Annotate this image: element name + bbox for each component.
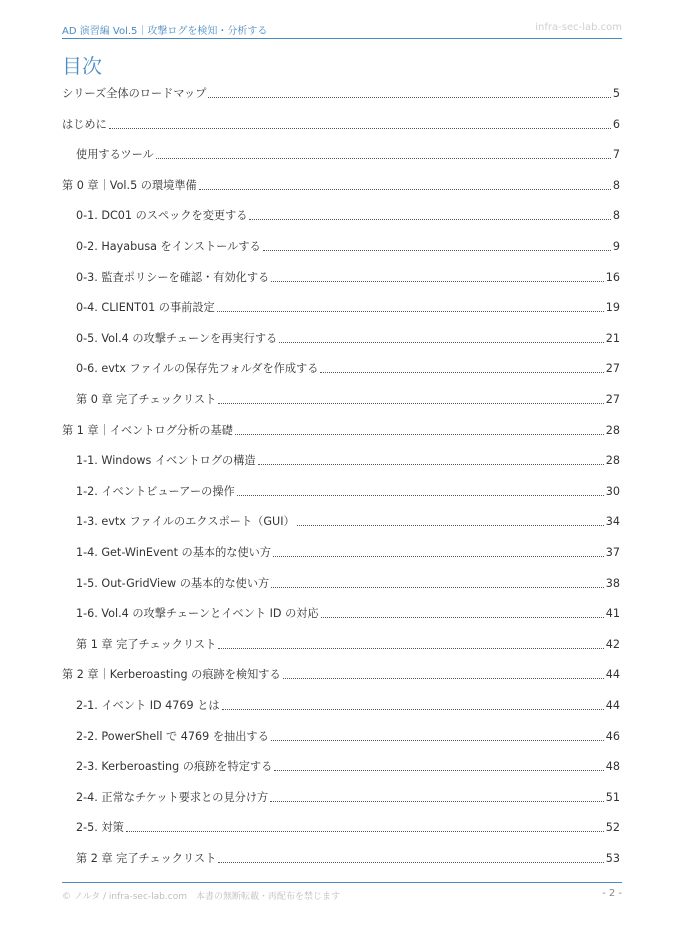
toc-entry-label: 2-3. Kerberoasting の痕跡を特定する xyxy=(76,760,273,774)
toc-entry[interactable] xyxy=(76,851,620,867)
toc-entry-label: 1-4. Get-WinEvent の基本的な使い方 xyxy=(76,546,272,559)
toc-entry[interactable] xyxy=(76,729,620,745)
toc-entry-page: 19 xyxy=(605,301,620,315)
toc-entry[interactable] xyxy=(76,606,620,622)
toc-entry[interactable] xyxy=(76,698,620,714)
toc-entry[interactable] xyxy=(76,361,620,377)
toc-leader-dots xyxy=(156,158,611,159)
toc-entry-page: 5 xyxy=(612,87,620,100)
toc-leader-dots xyxy=(222,709,604,710)
toc-entry[interactable] xyxy=(76,208,620,224)
toc-leader-dots xyxy=(270,801,604,802)
toc-entry-label: 2-2. PowerShell で 4769 を抽出する xyxy=(76,729,269,743)
toc-entry-page: 42 xyxy=(605,637,620,651)
toc-entry[interactable] xyxy=(62,86,620,102)
toc-entry-label: 第 2 章 完了チェックリスト xyxy=(76,852,217,865)
toc-entry[interactable] xyxy=(76,790,620,806)
toc-entry-page: 48 xyxy=(605,760,620,774)
toc-entry-label: 第 0 章 完了チェックリスト xyxy=(76,393,217,406)
header-title: AD 演習編 Vol.5｜攻撃ログを検知・分析する xyxy=(62,26,268,37)
toc-entry-label: 第 2 章｜Kerberoasting の痕跡を検知する xyxy=(62,668,281,682)
toc-entry[interactable] xyxy=(76,392,620,408)
toc-entry-page: 16 xyxy=(605,270,620,284)
page-footer xyxy=(62,882,622,903)
toc-entry-page: 7 xyxy=(612,148,620,162)
toc-entry-label: 第 1 章｜イベントログ分析の基礎 xyxy=(62,423,233,437)
page-header xyxy=(62,0,622,39)
toc-entry-page: 34 xyxy=(605,515,620,529)
toc-entry[interactable] xyxy=(76,147,620,163)
toc-entry-label: 1-3. evtx ファイルのエクスポート（GUI） xyxy=(76,515,295,529)
toc-entry-page: 6 xyxy=(612,117,620,131)
toc-entry-label: 0-3. 監査ポリシーを確認・有効化する xyxy=(76,270,270,284)
toc-entry-label: 第 0 章｜Vol.5 の環境準備 xyxy=(62,178,197,192)
toc-entry-page: 38 xyxy=(605,576,620,590)
toc-leader-dots xyxy=(235,434,604,435)
toc-entry-page: 9 xyxy=(612,240,620,253)
toc-entry[interactable] xyxy=(76,576,620,592)
toc-leader-dots xyxy=(249,219,610,220)
toc-entry-page: 41 xyxy=(605,607,620,621)
toc-entry-label: 1-6. Vol.4 の攻撃チェーンとイベント ID の対応 xyxy=(76,607,319,621)
toc-leader-dots xyxy=(321,617,604,618)
toc-entry-label: 1-5. Out-GridView の基本的な使い方 xyxy=(76,576,270,590)
toc-leader-dots xyxy=(271,740,604,741)
toc-entry-label: 第 1 章 完了チェックリスト xyxy=(76,637,217,651)
footer-copyright: © ノルタ / infra-sec-lab.com 本書の無断転載・再配布を禁じます xyxy=(62,892,340,902)
toc-entry-page: 52 xyxy=(605,821,620,835)
toc-leader-dots xyxy=(320,372,603,373)
toc-entry-label: 0-5. Vol.4 の攻撃チェーンを再実行する xyxy=(76,331,278,345)
toc-entry[interactable] xyxy=(76,239,620,255)
toc-leader-dots xyxy=(218,862,603,863)
toc-leader-dots xyxy=(271,281,604,282)
toc-entry-label: 使用するツール xyxy=(76,148,154,162)
toc-entry[interactable] xyxy=(76,453,620,469)
toc-leader-dots xyxy=(271,587,604,588)
toc-leader-dots xyxy=(263,250,611,251)
toc-leader-dots xyxy=(273,556,604,557)
toc-entry-page: 21 xyxy=(605,331,620,345)
toc-leader-dots xyxy=(199,189,611,190)
toc-entry[interactable] xyxy=(76,820,620,836)
toc-leader-dots xyxy=(283,678,604,679)
toc-leader-dots xyxy=(109,128,611,129)
toc-leader-dots xyxy=(258,464,604,465)
toc-entry[interactable] xyxy=(62,667,620,683)
toc-leader-dots xyxy=(218,403,603,404)
toc-entry-label: 0-1. DC01 のスペックを変更する xyxy=(76,209,248,223)
toc-entry-page: 44 xyxy=(605,699,620,712)
toc-entry[interactable] xyxy=(76,331,620,347)
toc-entry-page: 28 xyxy=(605,454,620,468)
toc-entry-label: 1-1. Windows イベントログの構造 xyxy=(76,454,256,468)
toc-entry-page: 37 xyxy=(605,546,620,559)
toc-leader-dots xyxy=(217,311,604,312)
toc-entry-page: 46 xyxy=(605,729,620,743)
toc-entry-label: 2-5. 対策 xyxy=(76,821,124,835)
toc-entry-label: 2-1. イベント ID 4769 とは xyxy=(76,699,220,712)
toc-leader-dots xyxy=(274,770,603,771)
toc-entry[interactable] xyxy=(76,759,620,775)
toc-entry[interactable] xyxy=(76,300,620,316)
toc-entry-page: 28 xyxy=(605,423,620,437)
toc-entry-page: 27 xyxy=(605,362,620,376)
toc-leader-dots xyxy=(297,525,604,526)
toc-entry-label: 0-2. Hayabusa をインストールする xyxy=(76,240,261,253)
toc-title: 目次 xyxy=(62,54,102,78)
toc-entry-page: 44 xyxy=(605,668,620,682)
toc-leader-dots xyxy=(208,97,610,98)
toc-entry-label: 0-4. CLIENT01 の事前設定 xyxy=(76,301,215,315)
toc-entry-page: 27 xyxy=(605,393,620,406)
toc-entry[interactable] xyxy=(76,484,620,500)
page-number: - 2 - xyxy=(602,888,622,899)
toc-entry-label: 1-2. イベントビューアーの操作 xyxy=(76,484,235,498)
toc-entry[interactable] xyxy=(76,545,620,561)
toc-entry[interactable] xyxy=(62,117,620,133)
toc-leader-dots xyxy=(126,831,604,832)
toc-entry-label: 2-4. 正常なチケット要求との見分け方 xyxy=(76,790,269,804)
toc-entry-label: シリーズ全体のロードマップ xyxy=(62,87,207,100)
toc-entry-label: 0-6. evtx ファイルの保存先フォルダを作成する xyxy=(76,362,319,376)
toc-entry[interactable] xyxy=(76,514,620,530)
toc-entry-page: 8 xyxy=(612,209,620,223)
toc-entry-page: 8 xyxy=(612,178,620,192)
toc-leader-dots xyxy=(218,648,603,649)
toc-entry-page: 51 xyxy=(605,790,620,804)
toc-entry-page: 30 xyxy=(605,484,620,498)
toc-entry[interactable] xyxy=(62,178,620,194)
toc-entry-label: はじめに xyxy=(62,117,107,131)
toc-entry-page: 53 xyxy=(605,852,620,865)
toc-leader-dots xyxy=(237,495,604,496)
toc-entry[interactable] xyxy=(76,637,620,653)
toc-entry[interactable] xyxy=(76,270,620,286)
toc-entry[interactable] xyxy=(62,423,620,439)
toc-leader-dots xyxy=(279,342,604,343)
header-site: infra-sec-lab.com xyxy=(535,22,622,33)
